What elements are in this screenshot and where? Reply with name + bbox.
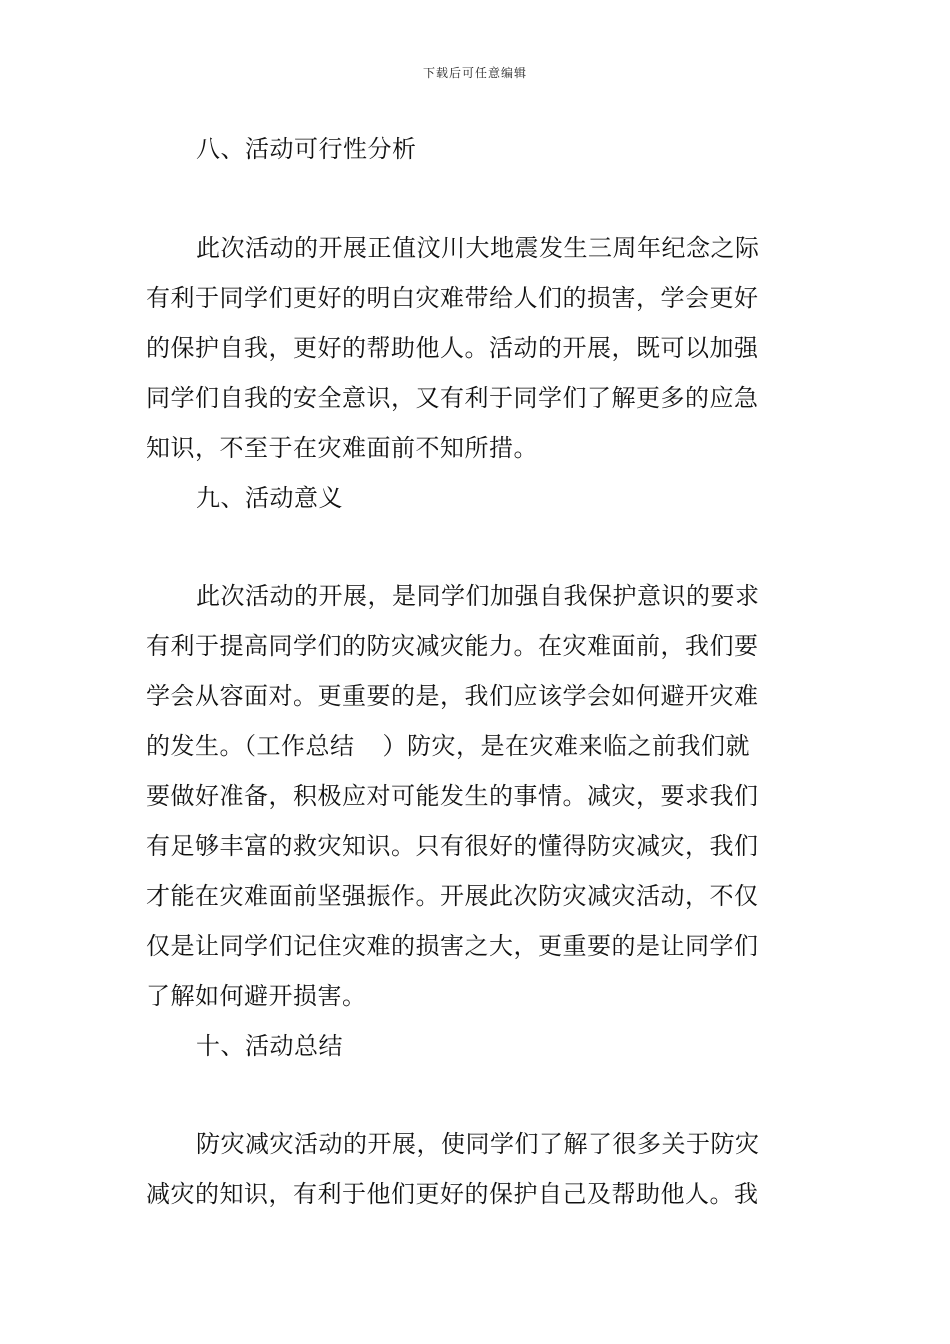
paragraph-line: 有利于提高同学们的防灾减灾能力。在灾难面前，我们要 [146,632,759,660]
section-heading-9: 九、活动意义 [196,484,343,512]
section-heading-10: 十、活动总结 [196,1032,343,1060]
paragraph-line: 有足够丰富的救灾知识。只有很好的懂得防灾减灾，我们 [146,832,759,860]
paragraph-line-part: ）防灾，是在灾难来临之前我们就 [382,732,750,760]
paragraph-line: 防灾减灾活动的开展，使同学们了解了很多关于防灾 [196,1130,760,1158]
paragraph-line: 减灾的知识，有利于他们更好的保护自己及帮助他人。我 [146,1180,759,1208]
paragraph-line-part: 的发生。（工作总结 [146,732,355,760]
section-heading-8: 八、活动可行性分析 [196,135,417,163]
paragraph-line: 仅是让同学们记住灾难的损害之大，更重要的是让同学们 [146,932,759,960]
paragraph-line [146,731,806,761]
paragraph-line: 了解如何避开损害。 [146,982,367,1010]
paragraph-line: 有利于同学们更好的明白灾难带给人们的损害，学会更好 [146,284,759,312]
paragraph-line: 才能在灾难面前坚强振作。开展此次防灾减灾活动，不仅 [146,882,759,910]
header-note: 下载后可任意编辑 [422,66,527,80]
paragraph-line: 的保护自我，更好的帮助他人。活动的开展，既可以加强 [146,334,759,362]
paragraph-line: 此次活动的开展正值汶川大地震发生三周年纪念之际 [196,234,760,262]
paragraph-line: 同学们自我的安全意识，又有利于同学们了解更多的应急 [146,384,759,412]
paragraph-line: 此次活动的开展，是同学们加强自我保护意识的要求 [196,582,760,610]
paragraph-line: 学会从容面对。更重要的是，我们应该学会如何避开灾难 [146,682,759,710]
paragraph-line: 知识，不至于在灾难面前不知所措。 [146,434,538,462]
paragraph-line: 要做好准备，积极应对可能发生的事情。减灾，要求我们 [146,782,759,810]
